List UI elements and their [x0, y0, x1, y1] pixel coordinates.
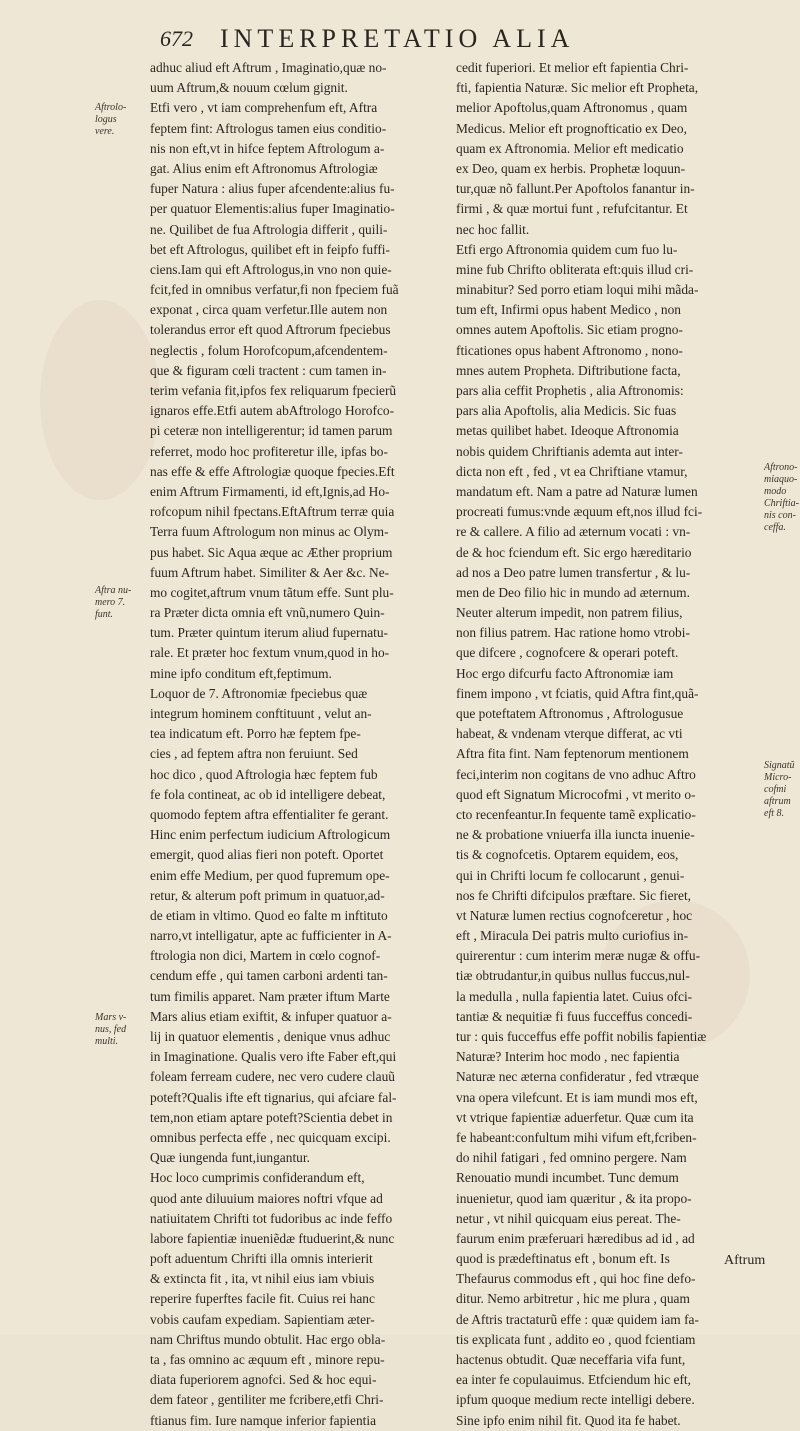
text-line: quirerentur : cum interim meræ nugæ & offu-: [456, 948, 701, 964]
text-line: dicta non eft , fed , vt ea Chriftiane vtamur,: [456, 463, 688, 479]
page-number: 672: [160, 26, 193, 51]
text-line: minabitur? Sed porro etiam loqui mihi mãda-: [456, 282, 699, 298]
text-line: omnes autem Apoftolis. Sic etiam progno-: [456, 322, 683, 338]
text-line: nam Chriftus mundo obtulit. Hac ergo obla-: [150, 1331, 386, 1347]
text-line: nec hoc fallit.: [456, 221, 530, 237]
text-line: poteft?Qualis ifte eft tignarius, qui afciare fal-: [150, 1089, 397, 1105]
text-line: labore fapientiæ inueniẽdæ ftuduerint,& nunc: [150, 1230, 395, 1246]
text-line: mo cogitet,aftrum vnum tãtum effe. Sunt plu-: [150, 584, 394, 600]
text-line: que poteftatem Aftronomus , Aftrologusue: [456, 706, 684, 721]
text-line: habeat, & vndenam vterque differat, ac vti: [456, 726, 683, 742]
text-line: quod is prædeftinatus eft , bonum eft. Is: [456, 1251, 670, 1267]
left-column: [150, 58, 450, 1431]
paper-stain: [40, 300, 160, 500]
text-line: reperire fuperftes facile fit. Cuius rei hanc: [150, 1291, 375, 1307]
text-line: fti, fapientia Naturæ. Sic melior eft Propheta,: [456, 80, 699, 96]
page-header: [160, 24, 760, 60]
text-line: tem,non etiam aptare poteft?Scientia debet in: [150, 1109, 393, 1125]
text-line: ta , fas omnino ac æquum eft , minore repu-: [150, 1352, 385, 1367]
text-line: metas quilibet habet. Ideoque Aftronomia: [456, 423, 679, 439]
text-line: per quatuor Elementis:alius fuper Imaginatio-: [150, 201, 395, 217]
text-line: pars alia ceffit Prophetis , alia Aftronomis:: [456, 383, 684, 398]
text-line: pus habet. Sic Aqua æque ac Æther proprium: [150, 544, 393, 560]
margin-note-astrologus: Aftrolo- logus vere.: [95, 102, 127, 137]
text-line: neglectis , folum Horofcopum,afcendentem-: [150, 342, 388, 358]
text-line: rofcopum nihil fpectans.EftAftrum terræ quia: [150, 504, 395, 520]
text-line: terim vefania fit,ipfos fex reliquarum fpecierũ: [150, 383, 397, 398]
text-line: ea inter fe copulauimus. Etfciendum hic eft,: [456, 1372, 691, 1388]
text-line: tiæ obtrudantur,in quibus nullus fuccus,nul-: [456, 968, 690, 984]
text-line: nobis quidem Chriftianis ademta aut inter-: [456, 443, 683, 459]
text-line: Quæ iungenda funt,iungantur.: [150, 1150, 310, 1166]
text-line: Naturæ? Interim hoc modo , nec fapientia: [456, 1049, 680, 1065]
text-line: poft aduentum Chrifti illa omnis interierit: [150, 1251, 373, 1267]
text-line: pi ceteræ non intelligerentur; id tamen parum: [150, 423, 393, 439]
text-line: gat. Alius enim eft Aftronomus Aftrologiæ: [150, 160, 378, 176]
text-line: uum Aftrum,& nouum cœlum gignit.: [150, 80, 348, 96]
text-line: ftianus fim. Iure namque inferior fapientia: [150, 1412, 377, 1428]
text-line: cto recenfeantur.In fequente tamẽ explicatio-: [456, 806, 696, 822]
text-line: omnibus perfecta effe , nec quicquam excipi.: [150, 1129, 391, 1145]
text-line: cendum effe , qui tamen carboni ardenti tan-: [150, 968, 388, 984]
text-line: la medulla , nulla fapientia latet. Cuius ofci-: [456, 988, 693, 1004]
text-line: ciens.Iam qui eft Aftrologus,in vno non quie-: [150, 261, 392, 277]
text-line: ne. Quilibet de fua Aftrologia differit , quili-: [150, 221, 388, 237]
text-line: quomodo feptem aftra effentialiter fe gerant.: [150, 806, 389, 822]
text-line: vobis caufam expediam. Sapientiam æter-: [150, 1311, 375, 1327]
text-line: hactenus obtudit. Quæ neceffaria vifa funt,: [456, 1352, 686, 1367]
text-line: & extincta fit , ita, vt nihil eius iam vbiuis: [150, 1271, 375, 1287]
text-line: quod eft Signatum Microcofmi , vt merito o-: [456, 786, 696, 802]
text-line: ne & probatione vniuerfa illa iuncta inuenie-: [456, 827, 695, 843]
text-line: cies , ad feptem aftra non feruiunt. Sed: [150, 746, 358, 762]
text-line: fticationes opus habent Aftronomo , nono-: [456, 342, 683, 358]
margin-note-signatum: Signatũ Micro- cofmi aftrum eft 8.: [764, 760, 795, 819]
catchword: Aftrum: [724, 1253, 766, 1268]
text-line: pars alia Apoftolis, alia Medicis. Sic fuas: [456, 403, 677, 419]
text-line: retur, & alterum poft primum in quatuor,ad-: [150, 887, 385, 903]
text-line: adhuc aliud eft Aftrum , Imaginatio,quæ no-: [150, 60, 387, 75]
text-line: fe habeant:confultum mihi vifum eft,fcriben-: [456, 1129, 697, 1145]
text-line: inuenietur, quod iam quæritur , & ita propo-: [456, 1190, 692, 1206]
text-line: do nihil fatigari , fed omnino pergere. Nam: [456, 1150, 687, 1166]
text-line: enim effe Medium, per quod fupremum ope-: [150, 867, 390, 883]
text-line: de etiam in vltimo. Quod eo falte m inftituto: [150, 907, 388, 923]
text-line: narro,vt intelligatur, apte ac fufficienter in A-: [150, 928, 392, 944]
text-line: vt Naturæ lumen rectius cognofceretur , hoc: [456, 907, 693, 923]
text-line: feptem fint: Aftrologus tamen eius conditio-: [150, 120, 387, 136]
text-line: quam ex Aftronomia. Melior eft medicatio: [456, 140, 684, 156]
text-line: re & callere. A filio ad æternum vocati : vn-: [456, 524, 691, 540]
text-line: Loquor de 7. Aftronomiæ fpeciebus quæ: [150, 685, 368, 701]
text-line: fuum Aftrum habet. Similiter & Aer &c. Ne-: [150, 564, 390, 580]
text-line: exponat , circa quam verfetur.Ille autem non: [150, 302, 388, 318]
text-line: tantiæ & nequitiæ fi fuus fucceffus concedi-: [456, 1008, 693, 1024]
text-line: qui in Chrifti locum fe collocarunt , genui-: [456, 867, 685, 883]
text-line: mine ipfo conditum eft,feptimum.: [150, 665, 332, 681]
text-line: mine fub Chrifto obliterata eft:quis illud cri-: [456, 261, 694, 277]
text-line: netur , vt nihil quicquam eius pereat. The-: [456, 1210, 681, 1226]
text-line: ditur. Nemo arbitretur , hic me plura , quam: [456, 1291, 690, 1307]
text-line: melior Apoftolus,quam Aftronomus , quam: [456, 100, 688, 116]
text-line: tur : quis fucceffus effe poffit nobilis fapientiæ: [456, 1029, 707, 1044]
text-line: quod ante diluuium maiores noftri vfque ad: [150, 1190, 383, 1206]
text-line: enim Aftrum Firmamenti, id eft,Ignis,ad Ho-: [150, 483, 390, 499]
text-line: tum eft, Infirmi opus habent Medico , non: [456, 302, 681, 318]
text-line: Hoc ergo difcurfu facto Aftronomiæ iam: [456, 665, 674, 681]
text-line: in Imaginatione. Qualis vero ifte Faber eft,qui: [150, 1049, 397, 1065]
margin-note-astronomia: Aftrono- miaquo- modo Chriftia- nis con- ceffa.: [764, 462, 800, 533]
text-line: fuper Natura : alius fuper afcendente:alius fu-: [150, 181, 395, 197]
text-line: Renouatio mundi incumbet. Tunc demum: [456, 1170, 679, 1186]
text-line: ad nos a Deo patre lumen transfertur , & lu-: [456, 564, 691, 580]
text-line: fcit,fed in omnibus verfatur,fi non fpeciem fuã: [150, 282, 399, 298]
text-line: tum. Præter quintum iterum aliud fupernatu-: [150, 625, 389, 641]
margin-note-astra-numero: Aftra nu- mero 7. funt.: [95, 585, 132, 620]
text-line: tolerandus error eft quod Aftrorum fpeciebus: [150, 322, 391, 338]
text-line: ftrologia non dici, Martem in cœlo cognof-: [150, 948, 381, 964]
text-line: hoc dico , quod Aftrologia hæc feptem fub: [150, 766, 378, 782]
text-line: vt vtrique fapientiæ aduerfetur. Quæ cum ita: [456, 1109, 694, 1125]
text-line: procreati fumus:vnde æquum eft,nos illud fci-: [456, 504, 703, 520]
text-line: firmi , & quæ mortui funt , refufcitantur. Et: [456, 201, 688, 217]
text-line: nas effe & effe Aftrologiæ quoque fpecies.Eft: [150, 463, 395, 479]
text-line: Hinc enim perfectum iudicium Aftrologicum: [150, 827, 391, 843]
text-line: Terra fuum Aftrologum non minus ac Olym-: [150, 524, 389, 540]
margin-note-mars: Mars v- nus, fed multi.: [95, 1012, 127, 1047]
text-line: foleam ferream cudere, nec vero cudere clauũ: [150, 1069, 395, 1085]
right-column: [456, 58, 760, 1431]
text-line: integrum hominem conftituunt , velut an-: [150, 706, 372, 721]
text-line: bet eft Aftrologus, quilibet eft in feipfo fuffi-: [150, 241, 390, 257]
text-line: Hoc loco cumprimis confiderandum eft,: [150, 1170, 365, 1186]
text-line: rale. Et præter hoc fextum vnum,quod in ho-: [150, 645, 390, 661]
text-line: Aftra fita fint. Nam feptenorum mentionem: [456, 746, 689, 762]
text-line: de Aftris tractaturũ effe : quæ quidem iam fa-: [456, 1311, 699, 1327]
text-line: ex Deo, quam ex herbis. Prophetæ loquun-: [456, 160, 686, 176]
text-line: feci,interim non cogitans de vno adhuc Aftro: [456, 766, 696, 782]
text-line: mnes autem Propheta. Diftributione facta,: [456, 362, 681, 378]
text-line: tur,quæ nõ fallunt.Per Apoftolos fanantur in-: [456, 181, 695, 197]
text-line: tum fimilis apparet. Nam præter iftum Marte: [150, 988, 390, 1004]
text-line: que difcere , cognofcere & operari poteft.: [456, 645, 679, 661]
text-line: tis explicata funt , addito eo , quod fcientiam: [456, 1331, 696, 1347]
text-line: de & hoc fciendum eft. Sic ergo hæreditario: [456, 544, 692, 560]
text-line: mandatum eft. Nam a patre ad Naturæ lumen: [456, 483, 698, 499]
text-line: ra Præter dicta omnia eft vnũ,numero Quin-: [150, 605, 385, 621]
text-line: vna opera vilefcunt. Et is iam mundi mos eft,: [456, 1089, 698, 1105]
text-line: men de Deo filio hic in mundo ad æternum.: [456, 584, 690, 600]
text-line: Thefaurus commodus eft , qui hoc fine defo-: [456, 1271, 696, 1287]
text-line: Medicus. Melior eft prognofticatio ex Deo,: [456, 120, 687, 136]
text-line: non filius patrem. Hac ratione homo vtrobi-: [456, 625, 690, 641]
text-line: finem impono , vt fciatis, quid Aftra fint,quã-: [456, 685, 699, 701]
text-line: ignaros effe.Etfi autem abAftrologo Horofco-: [150, 403, 395, 419]
text-line: Neuter alterum impedit, non patrem filius,: [456, 605, 683, 621]
text-line: lij in quatuor elementis , denique vnus adhuc: [150, 1029, 391, 1044]
text-line: Mars alius etiam exiftit, & infuper quatuor a-: [150, 1008, 392, 1024]
text-line: natiuitatem Chrifti tot fudoribus ac inde feffo: [150, 1210, 393, 1226]
text-line: Sine ipfo enim nihil fit. Quod ita fe habet.: [456, 1412, 681, 1428]
text-line: tis & cognofcetis. Optarem equidem, eos,: [456, 847, 679, 863]
running-title: INTERPRETATIO ALIA: [220, 24, 575, 53]
text-line: tea indicatum eft. Porro hæ feptem fpe-: [150, 726, 361, 742]
text-line: ipfum quoque medium recte intelligi debere.: [456, 1392, 695, 1408]
text-line: cedit fuperiori. Et melior eft fapientia Chri-: [456, 60, 689, 75]
text-line: Naturæ nec æterna confideratur , fed vtræque: [456, 1069, 699, 1085]
text-line: emergit, quod alias fieri non poteft. Oportet: [150, 847, 384, 863]
text-line: fe fola contineat, ac ob id intelligere debeat,: [150, 786, 386, 802]
text-line: faurum enim præferuari hæredibus ad id , ad: [456, 1230, 695, 1246]
text-line: nos fe Chrifti difcipulos præftare. Sic fieret,: [456, 887, 692, 903]
text-line: dem fateor , gentiliter me fcribere,etfi Chri-: [150, 1392, 384, 1408]
text-line: referret, modo hoc profiteretur ille, ipfas bo-: [150, 443, 388, 459]
text-line: Etfi ergo Aftronomia quidem cum fuo lu-: [456, 241, 678, 257]
text-line: que & figuram cœli tractent : cum tamen in-: [150, 362, 387, 378]
text-line: eft , Miracula Dei patris multo curiofius in-: [456, 928, 689, 944]
text-line: Etfi vero , vt iam comprehenfum eft, Aftra: [150, 100, 378, 116]
text-line: nis non eft,vt in hifce feptem Aftrologum a-: [150, 140, 385, 156]
text-line: diata fuperiorem agnofci. Sed & hoc equi-: [150, 1372, 377, 1388]
